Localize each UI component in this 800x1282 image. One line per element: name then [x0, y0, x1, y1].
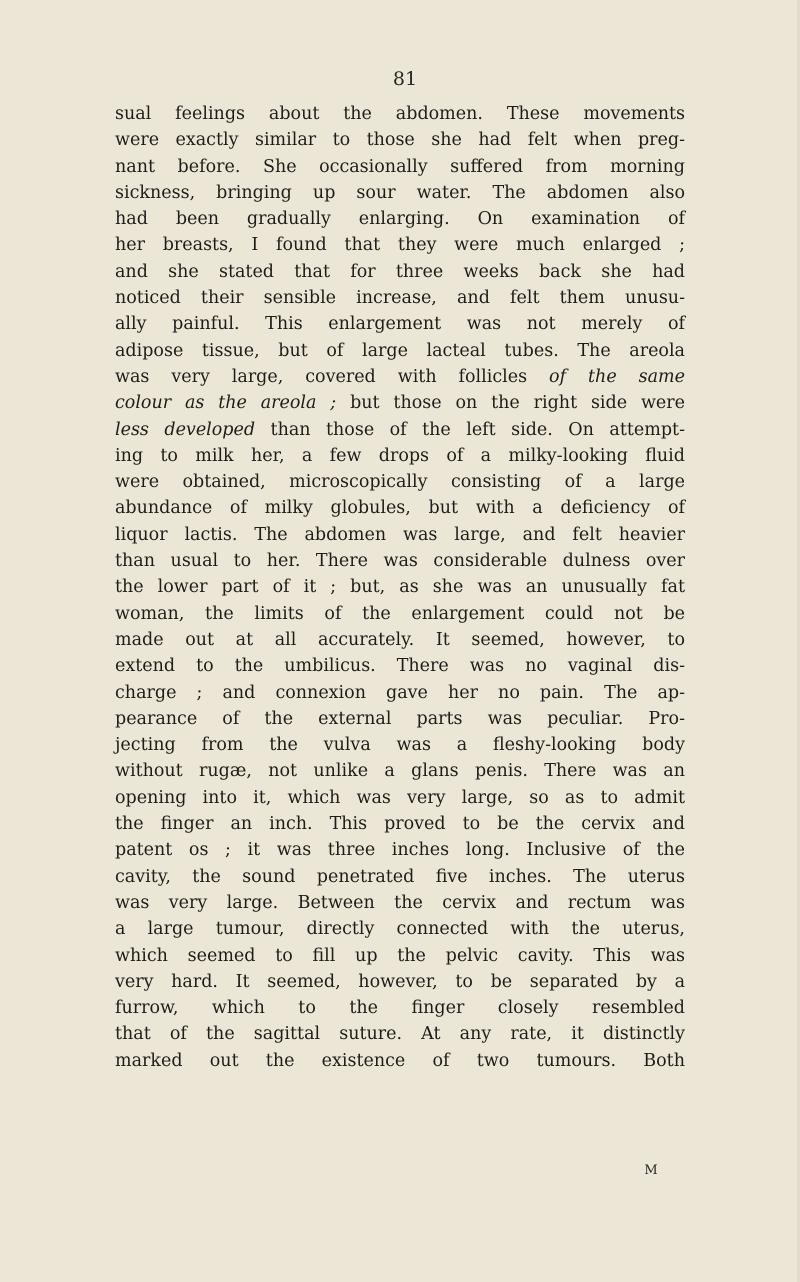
- text-line: ing to milk her, a few drops of a milky-looking fluid: [115, 445, 685, 466]
- page-number: 81: [392, 68, 418, 90]
- text-line: the lower part of it ; but, as she was an unusually fat: [115, 577, 685, 598]
- text-segment: but those on the right side were: [336, 393, 685, 414]
- text-line: had been gradually enlarging. On examination of: [115, 209, 685, 230]
- text-line: and she stated that for three weeks back she had: [115, 261, 685, 282]
- italic-text: less developed: [115, 419, 256, 440]
- text-line: furrow, which to the finger closely resembled: [115, 998, 685, 1019]
- text-line: extend to the umbilicus. There was no vaginal dis-: [115, 656, 685, 677]
- text-line: which seemed to fill up the pelvic cavity. This was: [115, 945, 685, 966]
- text-segment: than those of the left side. On attempt-: [255, 419, 685, 440]
- text-line: liquor lactis. The abdomen was large, and felt heavier: [115, 524, 685, 545]
- text-line: marked out the existence of two tumours. Both: [115, 1050, 685, 1071]
- italic-text: colour as the areola ;: [115, 393, 337, 414]
- text-line: patent os ; it was three inches long. Inclusive of the: [115, 840, 685, 861]
- text-line: ally painful. This enlargement was not merely of: [115, 314, 685, 335]
- text-line: sickness, bringing up sour water. The abdomen also: [115, 182, 685, 203]
- text-line: [115, 390, 685, 416]
- text-line: was very large. Between the cervix and rectum was: [115, 892, 685, 913]
- text-line: jecting from the vulva was a fleshy-looking body: [115, 735, 685, 756]
- text-line: opening into it, which was very large, so as to admit: [115, 787, 685, 808]
- text-line: very hard. It seemed, however, to be separated by a: [115, 971, 685, 992]
- text-line: noticed their sensible increase, and felt them unusu-: [115, 288, 685, 309]
- body-text: [115, 101, 685, 1074]
- text-line: than usual to her. There was considerable dulness over: [115, 551, 685, 572]
- text-line: charge ; and connexion gave her no pain. The ap-: [115, 682, 685, 703]
- text-line: abundance of milky globules, but with a deficiency of: [115, 498, 685, 519]
- text-line: the finger an inch. This proved to be the cervix and: [115, 814, 685, 835]
- italic-text: of the same: [549, 366, 685, 387]
- text-line: pearance of the external parts was peculiar. Pro-: [115, 708, 685, 729]
- text-line: woman, the limits of the enlargement could not be: [115, 603, 685, 624]
- text-line: adipose tissue, but of large lacteal tubes. The areola: [115, 340, 685, 361]
- text-line: a large tumour, directly connected with the uterus,: [115, 919, 685, 940]
- text-line: [115, 364, 685, 390]
- text-segment: was very large, covered with follicles: [115, 366, 550, 387]
- text-line: her breasts, I found that they were much enlarged ;: [115, 235, 685, 256]
- text-line: made out at all accurately. It seemed, however, to: [115, 629, 685, 650]
- text-line: were obtained, microscopically consisting of a large: [115, 472, 685, 493]
- text-line: cavity, the sound penetrated five inches. The uterus: [115, 866, 685, 887]
- text-line: sual feelings about the abdomen. These movements: [115, 104, 685, 124]
- text-line: without rugæ, not unlike a glans penis. There was an: [115, 761, 685, 782]
- text-line: nant before. She occasionally suffered from morning: [115, 156, 685, 177]
- signature-mark: M: [644, 1163, 658, 1178]
- text-line: [115, 417, 685, 443]
- text-line: were exactly similar to those she had felt when preg-: [115, 130, 685, 151]
- text-line: that of the sagittal suture. At any rate, it distinctly: [115, 1024, 685, 1045]
